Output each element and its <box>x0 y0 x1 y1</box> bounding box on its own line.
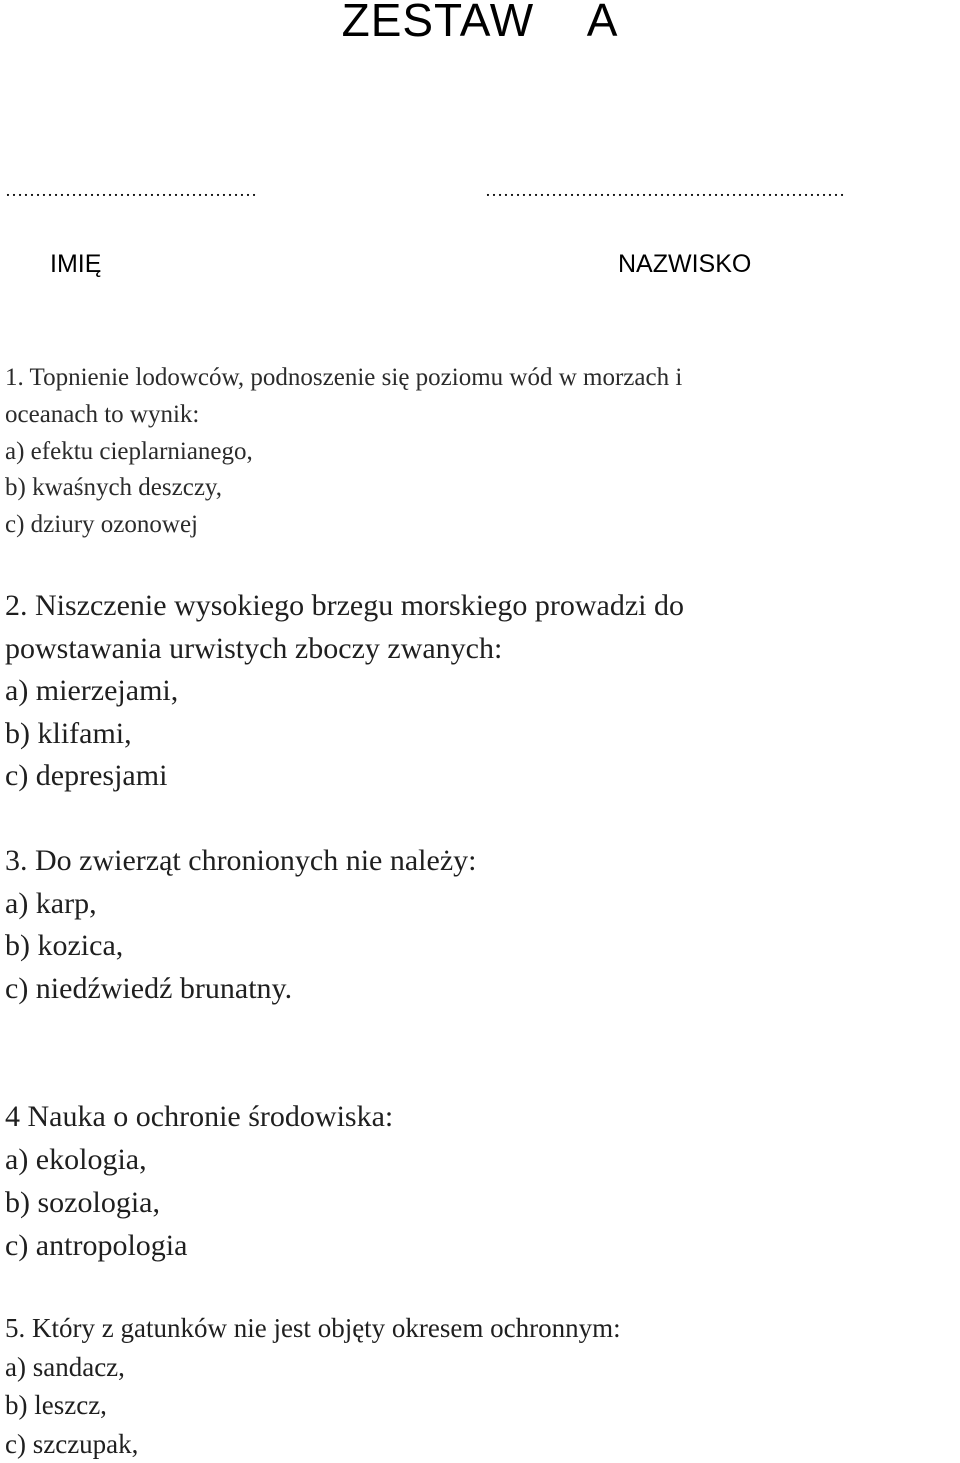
question-2-option-b: b) klifami, <box>5 713 955 756</box>
question-3 <box>5 840 955 1010</box>
question-5-option-b: b) leszcz, <box>5 1386 955 1425</box>
question-4-option-a: a) ekologia, <box>5 1138 955 1181</box>
question-2-option-a: a) mierzejami, <box>5 670 955 713</box>
question-3-option-c: c) niedźwiedź brunatny. <box>5 968 955 1011</box>
question-1-text-line-2: oceanach to wynik: <box>5 397 955 434</box>
question-2-text-line-2: powstawania urwistych zboczy zwanych: <box>5 628 955 671</box>
question-1-text-line-1: 1. Topnienie lodowców, podnoszenie się poziomu wód w morzach i <box>5 360 955 397</box>
question-2 <box>5 585 955 798</box>
question-4-text: 4 Nauka o ochronie środowiska: <box>5 1095 955 1138</box>
question-4 <box>5 1095 955 1267</box>
question-3-option-b: b) kozica, <box>5 925 955 968</box>
question-5 <box>5 1309 955 1463</box>
last-name-label: NAZWISKO <box>618 248 751 280</box>
question-4-option-c: c) antropologia <box>5 1224 955 1267</box>
question-2-option-c: c) depresjami <box>5 755 955 798</box>
question-3-text: 3. Do zwierząt chronionych nie należy: <box>5 840 955 883</box>
last-name-dotted-line: …………………………………………………… <box>485 178 845 202</box>
question-4-option-b: b) sozologia, <box>5 1181 955 1224</box>
question-3-option-a: a) karp, <box>5 883 955 926</box>
question-1-option-a: a) efektu cieplarnianego, <box>5 434 955 471</box>
question-2-text-line-1: 2. Niszczenie wysokiego brzegu morskiego prowadzi do <box>5 585 955 628</box>
first-name-label: IMIĘ <box>50 248 101 280</box>
question-5-option-c: c) szczupak, <box>5 1425 955 1463</box>
question-5-text: 5. Który z gatunków nie jest objęty okresem ochronnym: <box>5 1309 955 1348</box>
question-1-option-c: c) dziury ozonowej <box>5 507 955 544</box>
first-name-dotted-line: …………………………………… <box>5 178 257 202</box>
question-1-option-b: b) kwaśnych deszczy, <box>5 470 955 507</box>
page-title: ZESTAW A <box>0 0 960 50</box>
question-1 <box>5 360 955 544</box>
question-5-option-a: a) sandacz, <box>5 1348 955 1387</box>
